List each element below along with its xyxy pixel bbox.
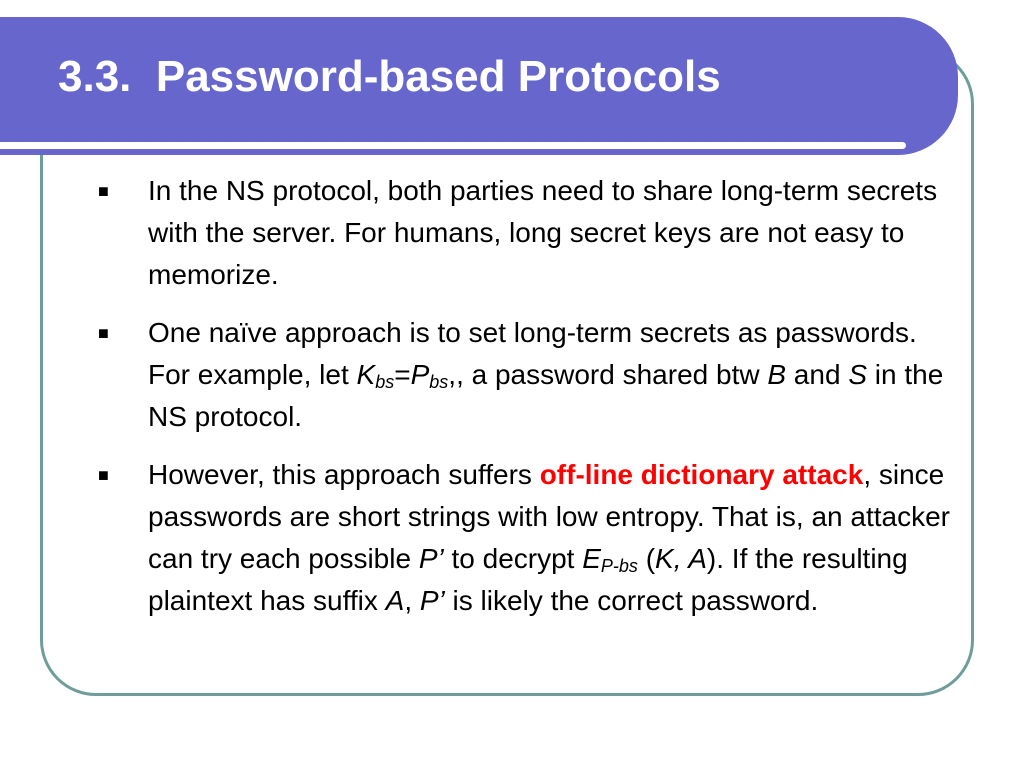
var-e-subscript: P-bs	[600, 556, 638, 576]
bullet-text: However, this approach suffers	[148, 459, 540, 490]
bullet-text: ,	[404, 585, 420, 616]
bullet-item-2	[98, 312, 958, 438]
bullet-text: in the NS protocol.	[148, 359, 944, 432]
title-underline	[0, 142, 906, 149]
bullet-item-1	[98, 170, 958, 296]
bullet-text: (	[637, 543, 656, 574]
var-k: K	[356, 359, 376, 390]
bullet-list	[98, 170, 958, 638]
bullet-text: is likely the correct password.	[444, 585, 819, 616]
bullet-text: , since passwords are short strings with low entropy. That is, an attacker can try each possible	[148, 459, 950, 574]
highlight-term: off-line dictionary attack	[539, 459, 864, 490]
var-p: P	[410, 359, 430, 390]
var-p-prime: P’	[419, 585, 445, 616]
bullet-text: to decrypt	[443, 543, 583, 574]
var-s: S	[848, 359, 867, 390]
slide-title: 3.3. Password-based Protocols	[58, 52, 721, 101]
bullet-text: and	[786, 359, 849, 390]
bullet-text: One naïve approach is to set long-term secrets as passwords. For example, let	[148, 317, 917, 390]
equals-sign: =	[394, 359, 411, 390]
var-k-a: K, A	[655, 543, 707, 574]
bullet-square-icon: ■	[98, 465, 109, 485]
bullet-item-3	[98, 454, 958, 622]
bullet-text: ,, a password shared btw	[448, 359, 768, 390]
var-p-prime: P’	[418, 543, 444, 574]
var-k-subscript: bs	[375, 372, 395, 392]
bullet-square-icon: ■	[98, 323, 109, 343]
var-a: A	[385, 585, 405, 616]
bullet-square-icon: ■	[98, 181, 109, 201]
bullet-text: In the NS protocol, both parties need to share long-term secrets with the server. For humans, long secret keys are not easy to memorize.	[148, 175, 938, 290]
var-p-subscript: bs	[429, 372, 449, 392]
bullet-text: ). If the resulting plaintext has suffix	[148, 543, 908, 616]
title-bar	[0, 17, 958, 155]
var-e: E	[582, 543, 601, 574]
var-b: B	[767, 359, 787, 390]
